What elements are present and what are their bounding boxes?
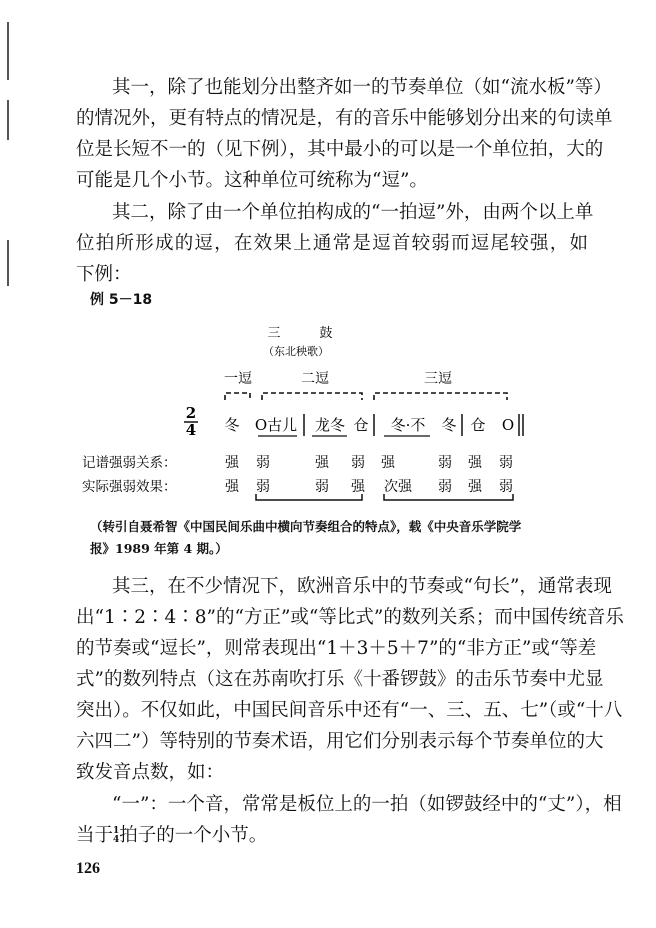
- strength-mark: 强: [468, 479, 482, 495]
- text-line: 其二，除了由一个单位拍构成的“一拍逗”外，由两个以上单: [112, 202, 594, 223]
- text-line: 可能是几个小节。这种单位可统称为“逗”。: [76, 170, 428, 191]
- margin-line: [7, 240, 9, 286]
- caption-line: （转引自聂希智《中国民间乐曲中横向节奏组合的特点》，载《中央音乐学院学: [90, 519, 522, 534]
- text-line: [76, 820, 588, 851]
- text-line: 的节奏或“逗长”，则常表现出“1＋3＋5＋7”的“非方正”或“等差: [76, 638, 597, 659]
- effect-brackets: [256, 494, 513, 500]
- example-label: 例 5－18: [90, 292, 153, 308]
- paragraph-1: [76, 72, 613, 196]
- text-line: 突出）。不仅如此，中国民间音乐中还有“一、三、五、七”（或“十八: [76, 700, 623, 721]
- text-line: 其一，除了也能划分出整齐如一的节奏单位（如“流水板”等）: [112, 77, 612, 98]
- strength-mark: 强: [225, 455, 239, 471]
- note: 仓: [470, 416, 486, 434]
- fraction-denominator: 4: [113, 835, 120, 845]
- text-line: 六四二”）等特别的节奏术语，用它们分别表示每个节奏单位的大: [76, 731, 604, 752]
- note: 冬: [224, 416, 240, 434]
- strength-mark: 弱: [256, 479, 270, 495]
- note: O: [501, 416, 515, 434]
- paragraph-4: [76, 789, 622, 851]
- strength-mark: 次强: [384, 479, 412, 495]
- strength-mark: 弱: [351, 455, 365, 471]
- margin-line: [7, 22, 9, 80]
- strength-mark: 强: [225, 479, 239, 495]
- text-line: 式”的数列特点（这在苏南吹打乐《十番锣鼓》的击乐节奏中尤显: [76, 669, 604, 690]
- note: O古儿: [254, 416, 298, 434]
- strength-mark: 强: [315, 455, 329, 471]
- text-line: 位拍所形成的逗，在效果上通常是逗首较弱而逗尾较强，如: [76, 233, 588, 254]
- dou-bracket: [374, 393, 507, 400]
- note: 龙冬: [314, 416, 346, 434]
- strength-mark: 强: [351, 479, 365, 495]
- score-subtitle: （东北秧歌）: [263, 345, 329, 358]
- text-line: 下例：: [76, 264, 132, 285]
- row-label: 实际强弱效果：: [82, 479, 177, 495]
- score-title: 三 鼓: [267, 326, 333, 341]
- strength-mark: 强: [468, 455, 482, 471]
- page-number: 126: [76, 860, 100, 877]
- strength-mark: 弱: [499, 455, 513, 471]
- text-line: 其三，在不少情况下，欧洲音乐中的节奏或“句长”，通常表现: [112, 576, 612, 597]
- text-segment: 拍子的一个小节。: [119, 825, 268, 846]
- dou-bracket: [262, 393, 362, 400]
- paragraph-2: [76, 197, 594, 290]
- text-line: 的情况外，更有特点的情况是，有的音乐中能够划分出来的句读单: [76, 108, 613, 129]
- dou-brackets: [225, 393, 507, 400]
- example-caption: [90, 516, 590, 560]
- row-label: 记谱强弱关系：: [82, 455, 177, 471]
- note: 冬·不: [390, 416, 426, 434]
- margin-line: [7, 100, 9, 140]
- fraction-numerator: 1: [113, 826, 120, 836]
- text-line: 位是长短不一的（见下例），其中最小的可以是一个单位拍，大的: [76, 139, 604, 160]
- note: 冬: [441, 416, 457, 434]
- strength-mark: 弱: [438, 455, 452, 471]
- dou-label: 三逗: [424, 371, 452, 387]
- note: 仓: [353, 416, 369, 434]
- text-line: 致发音点数，如：: [76, 762, 225, 783]
- dou-bracket: [225, 393, 250, 400]
- text-line: 出“1∶2∶4∶8”的“方正”或“等比式”的数列关系；而中国传统音乐: [76, 607, 624, 628]
- effect-bracket: [256, 494, 362, 500]
- effect-bracket: [384, 494, 513, 500]
- strength-mark: 弱: [315, 479, 329, 495]
- strength-mark: 弱: [499, 479, 513, 495]
- strength-mark: 强: [381, 455, 395, 471]
- paragraph-3: [76, 571, 624, 788]
- strength-mark: 弱: [256, 455, 270, 471]
- dou-label: 一逗: [224, 371, 252, 387]
- caption-line: 报》1989 年第 4 期。）: [90, 541, 228, 556]
- text-segment: 当于: [76, 825, 114, 846]
- strength-mark: 弱: [438, 479, 452, 495]
- dou-label: 二逗: [301, 371, 329, 387]
- time-signature-top: 2: [185, 404, 197, 422]
- time-signature-bottom: 4: [185, 421, 197, 439]
- text-line: “一”：一个音，常常是板位上的一拍（如锣鼓经中的“丈”），相: [112, 794, 622, 815]
